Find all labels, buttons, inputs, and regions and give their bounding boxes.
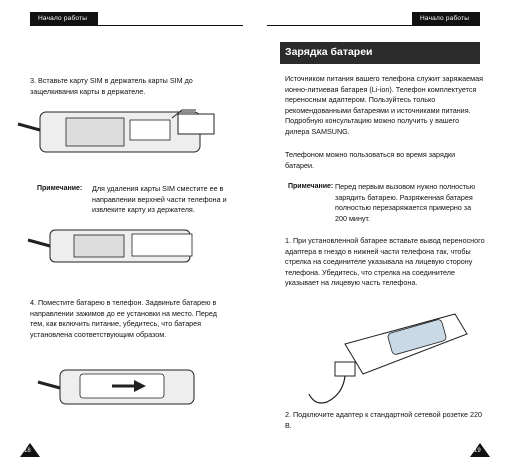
right-page-number: 19 xyxy=(470,443,490,457)
left-page-number: 18 xyxy=(20,443,40,457)
sim-insertion-illustration xyxy=(12,100,247,170)
right-para-1: Источником питания вашего телефона служит заряжаемая ионно-литиевая батарея (Li-ion). Телефон комплектуется переносным адаптером. Пользуйтесь только рекомендованными батареями и источниками питания. Подробную консультацию можно получить у вашего дилера SAMSUNG. xyxy=(285,74,483,136)
section-title: Зарядка батареи xyxy=(285,46,373,58)
right-header-tab: Начало работы xyxy=(412,12,480,25)
battery-insertion-illustration xyxy=(12,360,247,418)
right-header-rule xyxy=(267,25,480,26)
left-header-tab: Начало работы xyxy=(30,12,98,25)
right-para-2: Телефоном можно пользоваться во время зарядки батареи. xyxy=(285,150,456,170)
right-step-1: 1. При установленной батарее вставьте вывод переносного адаптера в гнездо в нижней части телефона так, чтобы стрелка на соединителе указывала на лицевую сторону телефона. Убедитесь, что стрелка на соединителе указывает на лицевую часть телефона. xyxy=(285,236,485,287)
right-note-text: Перед первым вызовом нужно полностью зарядить батарею. Разряженная батарея полностью перезаряжается примерно за 200 минут. xyxy=(335,182,476,223)
sim-removal-illustration xyxy=(12,220,247,278)
charger-connection-illustration xyxy=(305,308,475,408)
right-note-label: Примечание: xyxy=(288,183,334,190)
left-header-rule xyxy=(30,25,243,26)
left-step-4: 4. Поместите батарею в телефон. Задвиньте батарею в направлении зажимов до ее установки на место. Перед тем, как включить питание, убедитесь, что батарея установлена соответствующим образом. xyxy=(30,298,217,339)
left-note-text: Для удаления карты SIM сместите ее в направлении верхней части телефона и извлеките карту из держателя. xyxy=(92,184,227,214)
left-note-label: Примечание: xyxy=(37,185,83,192)
left-step-3: 3. Вставьте карту SIM в держатель карты SIM до защелкивания карты в держателе. xyxy=(30,76,193,96)
right-step-2: 2. Подключите адаптер к стандартной сетевой розетке 220 В. xyxy=(285,410,483,430)
